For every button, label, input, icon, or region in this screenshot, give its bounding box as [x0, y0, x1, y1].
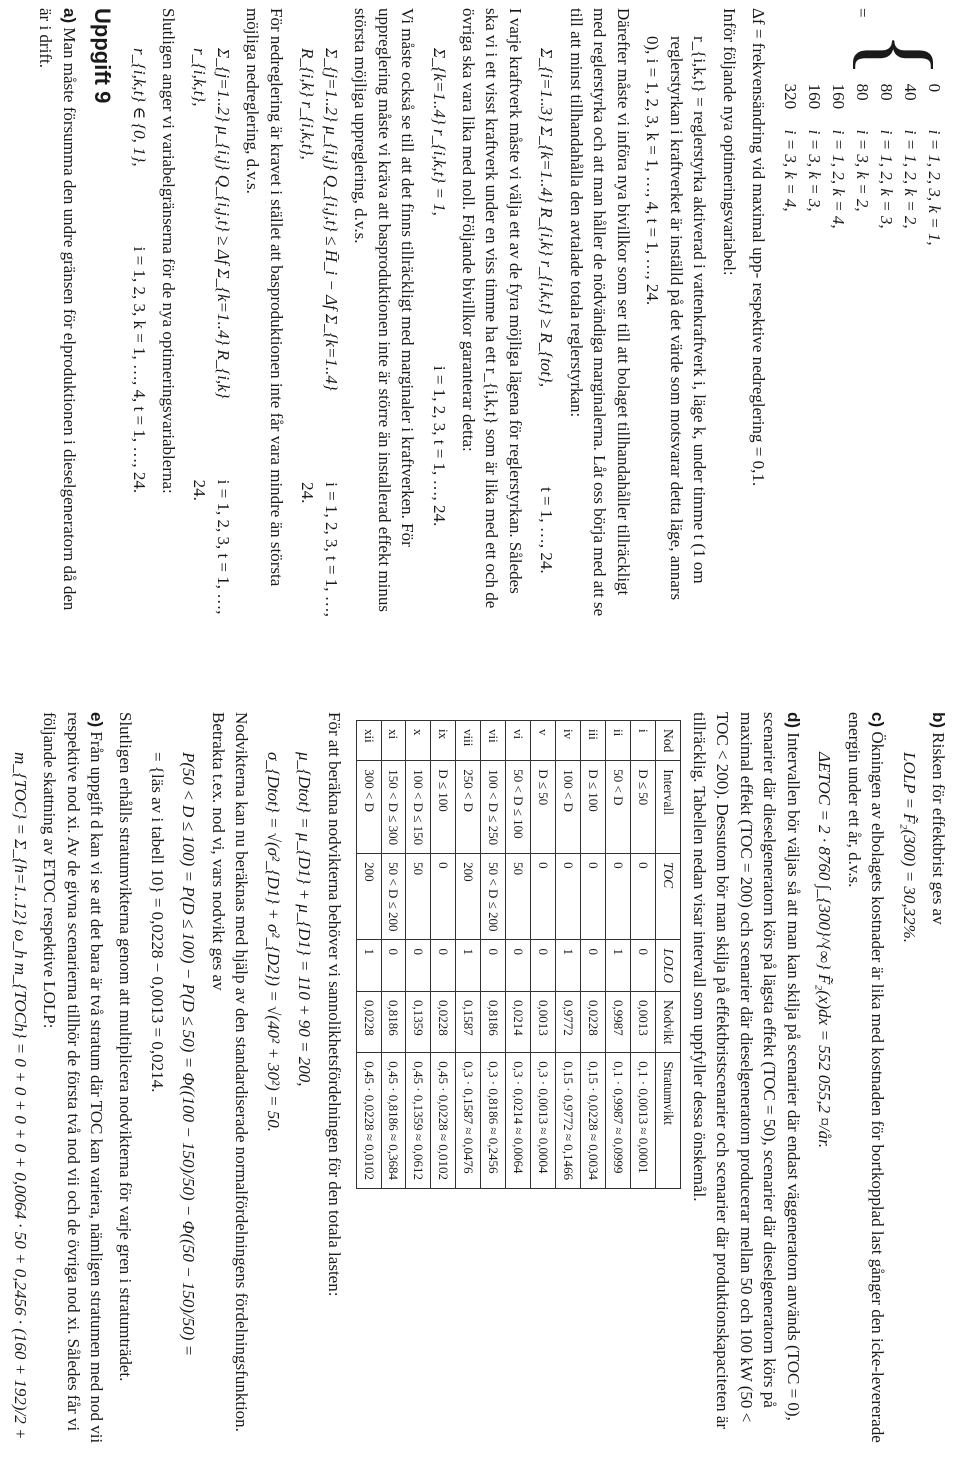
- table-cell: 250 < D: [456, 761, 481, 854]
- table-cell: 0,8186: [481, 991, 506, 1052]
- table-cell: 0: [630, 854, 655, 940]
- table-cell: iv: [556, 721, 581, 761]
- table-cell: D ≤ 100: [431, 761, 456, 854]
- table-cell: 0: [431, 854, 456, 940]
- table-cell: vi: [506, 721, 531, 761]
- table-cell: 0: [531, 854, 556, 940]
- table-cell: 0,3 · 0,0214 ≈ 0,0064: [506, 1053, 531, 1189]
- table-cell: 100 < D ≤ 250: [481, 761, 506, 854]
- table-cell: 0: [630, 940, 655, 992]
- table-cell: iii: [581, 721, 606, 761]
- answer-c: [842, 712, 889, 1450]
- table-row: [456, 721, 481, 1189]
- table-cell: 0,0228: [431, 991, 456, 1052]
- paragraph-node-weights: Nodvikterna kan nu beräknas med hjälp av den standardiserade normalfördelningens fördelningsfunktion. Betrakta t.ex. nod vi, vars nodvikt ges av: [208, 712, 252, 1432]
- table-cell: 0,3 · 0,8186 ≈ 0,2456: [481, 1053, 506, 1189]
- table-row: [556, 721, 581, 1189]
- table-cell: 0,8186: [381, 991, 406, 1052]
- equation-lolp: LOLP = F̃₂(300) = 30,32%.: [899, 752, 919, 943]
- table-cell: 0: [605, 854, 630, 940]
- table-cell: 1: [556, 940, 581, 992]
- answer-e-label: e): [86, 712, 106, 728]
- equation-mu: μ_{Dtot} = μ_{D1} + μ_{D1} = 110 + 90 = 200,: [295, 752, 315, 1087]
- table-cell: 0,45 · 0,0228 ≈ 0,0102: [431, 1053, 456, 1189]
- table-header-row: [655, 721, 681, 1189]
- table-cell: 0,0214: [506, 991, 531, 1052]
- answer-c-label: c): [868, 712, 888, 728]
- piecewise-line: 80i = 3, k = 2,: [853, 83, 872, 212]
- equation-one-mode: Σ_{k=1..4} r_{i,k,t} = 1, i = 1, 2, 3, t = 1, …, 24.: [429, 48, 449, 527]
- answer-e: [38, 712, 108, 1450]
- table-cell: 300 < D: [356, 761, 381, 854]
- table-row: [581, 721, 606, 1189]
- table-row: [481, 721, 506, 1189]
- table-cell: 0,0013: [630, 991, 655, 1052]
- table-cell: 0,45 · 0,0228 ≈ 0,0102: [356, 1053, 381, 1189]
- table-row: [605, 721, 630, 1189]
- equation-variable-bounds: r_{i,k,t} ∈ {0, 1}, i = 1, 2, 3, k = 1, …, 4, t = 1, …, 24.: [129, 48, 149, 494]
- table-cell: 50: [506, 854, 531, 940]
- table-cell: 0,1587: [456, 991, 481, 1052]
- table-cell: D ≤ 50: [630, 761, 655, 854]
- table-cell: 0,15 · 0,9772 ≈ 0,1466: [556, 1053, 581, 1189]
- table-cell: D ≤ 50: [531, 761, 556, 854]
- table-cell: 0: [581, 854, 606, 940]
- table-cell: 0: [406, 940, 431, 992]
- column-header: Stratumvikt: [655, 1053, 681, 1189]
- answer-a: [34, 8, 81, 620]
- table-cell: 0: [556, 854, 581, 940]
- table-cell: 1: [356, 940, 381, 992]
- table-cell: xii: [356, 721, 381, 761]
- table-cell: 0,1359: [406, 991, 431, 1052]
- table-cell: 1: [456, 940, 481, 992]
- piecewise-line: 160i = 1, 2, k = 4,: [829, 83, 848, 229]
- equation-down-regulation: Σ_{j=1..2} μ_{i,j} Q_{i,j,t} ≥ Δf Σ_{k=1..4} R_{i,k} r_{i,k,t}, i = 1, 2, 3, t = 1, …, 24.: [190, 48, 233, 615]
- answer-a-label: a): [59, 8, 79, 24]
- table-cell: i: [630, 721, 655, 761]
- table-cell: ix: [431, 721, 456, 761]
- equation-up-regulation: Σ_{j=1..2} μ_{i,j} Q_{i,j,t} ≤ H̄_i − Δf Σ_{k=1..4} R_{i,k} r_{i,k,t}, i = 1, 2, 3, t = 1, …, 24.: [298, 48, 341, 618]
- table-cell: 0: [531, 940, 556, 992]
- answer-b-label: b): [929, 712, 948, 729]
- equation-total-regulation: Σ_{i=1..3} Σ_{k=1..4} R_{i,k} r_{i,k,t} ≥ R_{tot}, t = 1, …, 24.: [537, 48, 557, 574]
- equation-m-toc: m_{TOC} = Σ_{h=1..12} ω_h m_{TOCh} = 0 + 0 + 0 + 0 + 0,0064 · 50 + 0,2456 · (160 + 192)/2 +: [10, 752, 30, 1440]
- table-cell: 0,45 · 0,8186 ≈ 0,3684: [381, 1053, 406, 1189]
- table-cell: 0: [581, 940, 606, 992]
- table-row: [506, 721, 531, 1189]
- table-cell: 0,45 · 0,1359 ≈ 0,0612: [406, 1053, 431, 1189]
- piecewise-line: 80i = 1, 2, k = 3,: [877, 83, 896, 229]
- left-column: [28, 8, 950, 620]
- paragraph-constraints: Därefter måste vi införa nya bivillkor som ser till att bolaget tillhandahåller tillräckligt med reglerstyrka och att man håller de nödvändiga marginalerna. Låt oss börja med att se till att minst tillhandahålla den avtalade totala reglerstyrkan:: [566, 8, 633, 617]
- piecewise-line: 160i = 3, k = 3,: [805, 83, 824, 212]
- table-cell: 0,0228: [581, 991, 606, 1052]
- equals-sign: =: [852, 8, 872, 18]
- table-cell: x: [406, 721, 431, 761]
- table-row: [406, 721, 431, 1189]
- variable-definition: r_{i,k,t} = reglerstyrka aktiverad i vattenkraftverk i, läge k, under timme t (1 om reglerstyrkan i kraftverket är inställd på det värde som motsvarar detta läge, annars 0), i = 1, 2, 3, k = 1, …, 4, t = 1, …, 24.: [643, 36, 710, 601]
- paragraph-down-regulation: För nedreglering är kravet i stället att basproduktionen inte får vara mindre än största möjliga nedreglering, d.v.s.: [243, 8, 286, 587]
- table-cell: 0,1 · 0,9987 ≈ 0,0999: [605, 1053, 630, 1189]
- paragraph-stratum: Slutligen erhålls stratumvikterna genom att multiplicera nodvikterna för varje gren i stratumträdet.: [116, 712, 136, 1382]
- table-cell: D ≤ 100: [581, 761, 606, 854]
- table-cell: 0: [506, 940, 531, 992]
- left-brace: {: [845, 31, 952, 78]
- answer-d: [687, 712, 804, 1450]
- table-cell: 200: [356, 854, 381, 940]
- table-cell: 100 < D: [556, 761, 581, 854]
- answer-e-text: Från uppgift d kan vi se att det bara är två stratum där TOC kan variera, nämligen stratumen med nod vii respektive nod xi. Av de givna scenarierna tillhör de första två nod vii och de övriga nod xi. Således får vi följande skattning av ETOC respektive LOLP:: [40, 712, 106, 1444]
- table-body: [356, 721, 655, 1189]
- table-cell: 1: [605, 940, 630, 992]
- paragraph-margins: Vi måste också se till att det finns tillräckligt med marginaler i kraftverken. För uppreglering måste vi kräva att basproduktionen inte är större än installerad effekt minus största möjliga uppreglering, d.v.s.: [351, 8, 418, 612]
- table-cell: 0,9987: [605, 991, 630, 1052]
- table-row: [531, 721, 556, 1189]
- delta-f-definition: Δf = frekvensändring vid maximal upp- respektive nedreglering = 0,1.: [749, 8, 768, 487]
- piecewise-line: 320i = 3, k = 4,: [781, 83, 800, 212]
- table-cell: 0,1 · 0,0013 ≈ 0,0001: [630, 1053, 655, 1189]
- table-cell: 50 < D ≤ 100: [506, 761, 531, 854]
- table-row: [381, 721, 406, 1189]
- answer-b: [927, 712, 950, 1450]
- table-cell: 200: [456, 854, 481, 940]
- answer-b-text: Risken för effektbrist ges av: [929, 732, 948, 925]
- intro-text: Inför följande nya optimeringsvariabel:: [719, 8, 739, 276]
- table-cell: 0: [481, 940, 506, 992]
- table-cell: 0: [431, 940, 456, 992]
- section-heading: Uppgift 9: [90, 8, 116, 104]
- table-cell: 0,3 · 0,0013 ≈ 0,0004: [531, 1053, 556, 1189]
- paragraph-modes: I varje kraftverk måste vi välja ett av de fyra möjliga lägena för reglerstyrkan. Således ska vi i ett visst kraftverk under en viss timme ha ett r_{i,k,t} som är lika med ett och de övriga ska vara lika med noll. Följande bivillkor garanterar detta:: [459, 8, 525, 609]
- piecewise-lines: [778, 84, 946, 246]
- column-header: Nodvikt: [655, 991, 681, 1052]
- table-row: [630, 721, 655, 1189]
- table-cell: xi: [381, 721, 406, 761]
- piecewise-definition: [778, 8, 952, 620]
- equation-probability: P(50 < D ≤ 100) = P(D ≤ 100) − P(D ≤ 50) = Φ((100 − 150)/50) − Φ((50 − 150)/50) =: [179, 752, 199, 1357]
- paragraph-normal: För att beräkna nodvikterna behöver vi sannolikhetsfördelningen för den totala lasten:: [324, 712, 344, 1297]
- table-row: [431, 721, 456, 1189]
- answer-d-text: Intervallen bör väljas så att man kan skilja på scenarier där endast väggeneratorn används (TOC = 0), scenarier där dieselgeneratorn körs på lägsta effekt (TOC = 50), scenarier där dieselgeneratorn körs på maximal effekt (TOC = 200) och scenarier där dieselgeneratorn producerar mellan 50 och 100 kW (50 < TOC < 200). Dessutom bör man skilja på effektbristscenarier och scenarier där produktionskapaciteten är tillräcklig. Tabellen nedan visar intervall som uppfyller dessa önskemål.: [689, 712, 803, 1430]
- table-cell: 0,0228: [356, 991, 381, 1052]
- paragraph-bounds: Slutligen anger vi variabelgränserna för de nya optimeringsvariablerna:: [159, 8, 179, 494]
- table-cell: 0,0013: [531, 991, 556, 1052]
- column-header: Intervall: [655, 761, 681, 854]
- column-header: LOLO: [655, 940, 681, 992]
- table-cell: 50 < D ≤ 200: [381, 854, 406, 940]
- table-cell: v: [531, 721, 556, 761]
- table-cell: 50 < D ≤ 200: [481, 854, 506, 940]
- table-cell: 0,15 · 0,0228 ≈ 0,0034: [581, 1053, 606, 1189]
- table-cell: 100 < D ≤ 150: [406, 761, 431, 854]
- table-cell: 0: [381, 940, 406, 992]
- column-header: TOC: [655, 854, 681, 940]
- table-row: [356, 721, 381, 1189]
- table-cell: 50 < D: [605, 761, 630, 854]
- answer-c-text: Ökningen av elbolagets kostnader är lika med kostnaden för bortkopplad last gånger den icke-levererade energin under ett år, d.v.s.: [844, 712, 888, 1443]
- equation-probability-result: = {läs av i tabell 10} = 0,0228 − 0,0013 = 0,0214.: [147, 752, 167, 1093]
- table-cell: 0,9772: [556, 991, 581, 1052]
- right-column: [0, 712, 950, 1450]
- table-cell: 0,3 · 0,1587 ≈ 0,0476: [456, 1053, 481, 1189]
- table-cell: 50: [406, 854, 431, 940]
- equation-sigma: σ_{Dtot} = √(σ²_{D1} + σ²_{D2}) = √(40² + 30²) = 50.: [263, 752, 283, 1133]
- table-cell: 150 < D ≤ 300: [381, 761, 406, 854]
- table-cell: vii: [481, 721, 506, 761]
- piecewise-line: 0i = 1, 2, 3, k = 1,: [925, 83, 944, 246]
- answer-d-label: d): [783, 712, 803, 729]
- table-cell: ii: [605, 721, 630, 761]
- answer-a-text: Man måste försumma den undre gränsen för elproduktionen i dieselgeneratorn då den är i drift.: [36, 8, 79, 611]
- column-header: Nod: [655, 721, 681, 761]
- piecewise-line: 40i = 1, 2, k = 2,: [901, 83, 920, 229]
- equation-etoc: ΔETOC = 2 · 8760 ∫_{300}^{∞} F̃₂(x)dx = 552 055,2 ¤/år.: [815, 752, 835, 1149]
- table-cell: viii: [456, 721, 481, 761]
- node-table: [356, 720, 682, 1189]
